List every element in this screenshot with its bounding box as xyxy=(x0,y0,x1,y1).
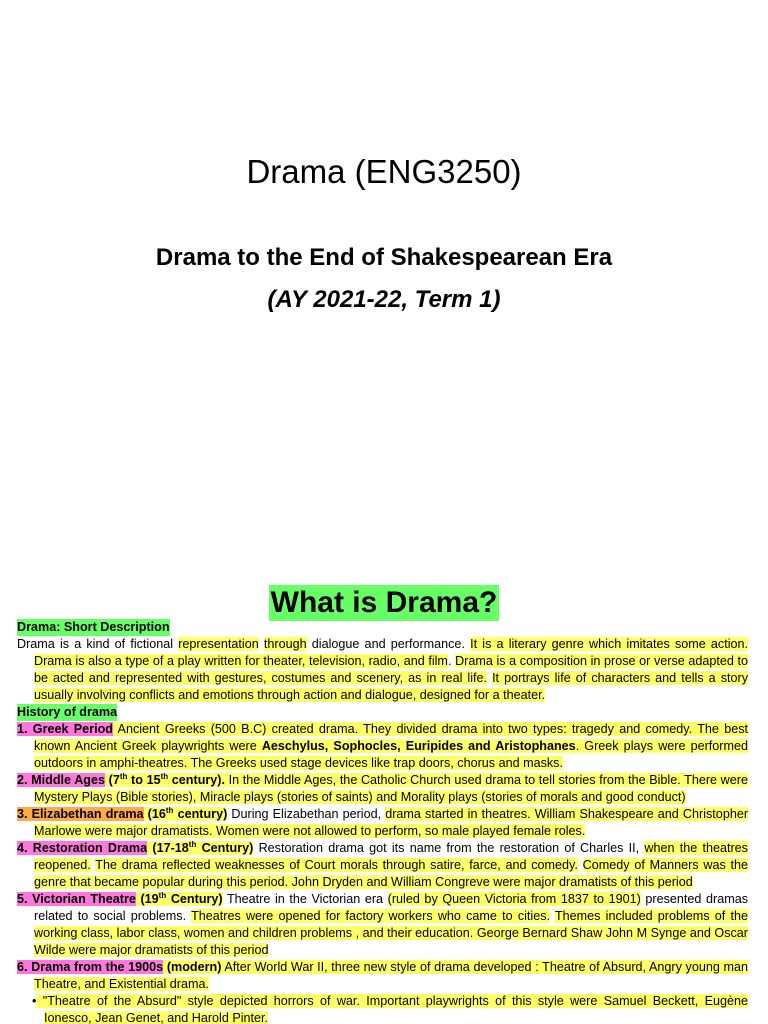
bullet-icon: • xyxy=(32,994,37,1008)
slide-title: Drama (ENG3250) xyxy=(246,153,522,190)
victorian-item: 5. Victorian Theatre (19th Century) Theatre in the Victorian era (ruled by Queen Victoria from 1837 to 1901) presented dramas related to social problems. Theatres were opened for factory workers who came to cities. Themes included problems of the working class, labor class, women and children problems , and their education. George Bernard Shaw John M Synge and Oscar Wilde were major dramatists of this period xyxy=(17,890,749,957)
content-slide xyxy=(0,578,768,1024)
intro-paragraph: Drama is a kind of fictional representation through dialogue and performance. It is a literary genre which imitates some action. Drama is also a type of a play written for theater, television, radio, and film. Drama is a composition in prose or verse adapted to be acted and represented with gestures, costumes and scenery, as in real life. It portrays life of characters and tells a story usually involving conflicts and emotions through action and dialogue, designed for a theater. xyxy=(17,637,749,702)
victorian-century: (19th Century) xyxy=(135,890,223,906)
short-description-label: Drama: Short Description xyxy=(17,620,170,634)
slide-content xyxy=(17,619,748,1024)
slide-heading: What is Drama? xyxy=(270,586,498,619)
middle-ages-century: (7th to 15th century). xyxy=(105,771,225,787)
middle-ages-item: 2. Middle Ages (7th to 15th century). In the Middle Ages, the Catholic Church used drama to tell stories from the Bible. There were Mystery Plays (Bible stories), Miracle plays (stories of saints) and Morality plays (stories of morals and good conduct) xyxy=(17,771,748,804)
slide-term: (AY 2021-22, Term 1) xyxy=(267,286,501,313)
absurd-bullet: • "Theatre of the Absurd" style depicted horrors of war. Important playwrights of this style were Samuel Beckett, Eugène Ionesco, Jean Genet, and Harold Pinter. xyxy=(32,994,748,1024)
modern-item: 6. Drama from the 1900s (modern) After World War II, three new style of drama developed : Theatre of Absurd, Angry young man Theatre, and Existential drama. xyxy=(17,960,748,991)
restoration-century: (17-18th Century) xyxy=(147,839,254,855)
heading-wrap xyxy=(0,585,768,621)
slide-subtitle: Drama to the End of Shakespearean Era xyxy=(155,244,613,271)
history-label: History of drama xyxy=(17,705,118,719)
greek-period-item: 1. Greek Period Ancient Greeks (500 B.C) created drama. They divided drama into two types: tragedy and comedy. The best known Ancient Greek playwrights were Aeschylus, Sophocles, Euripides and Aristophanes. Greek plays were performed outdoors in amphi-theatres. The Greeks used stage devices like trap doors, chorus and masks. xyxy=(17,722,748,770)
restoration-item: 4. Restoration Drama (17-18th Century) Restoration drama got its name from the restoration of Charles II, when the theatres reopened. The drama reflected weaknesses of Court morals through satire, farce, and comedy. Comedy of Manners was the genre that became popular during this period. John Dryden and William Congreve were major dramatists of this period xyxy=(17,839,749,889)
elizabethan-century: (16th century) xyxy=(143,805,228,821)
elizabethan-item: 3. Elizabethan drama (16th century) During Elizabethan period, drama started in theatres. William Shakespeare and Christopher Marlowe were major dramatists. Women were not allowed to perform, so male played female roles. xyxy=(17,805,749,838)
